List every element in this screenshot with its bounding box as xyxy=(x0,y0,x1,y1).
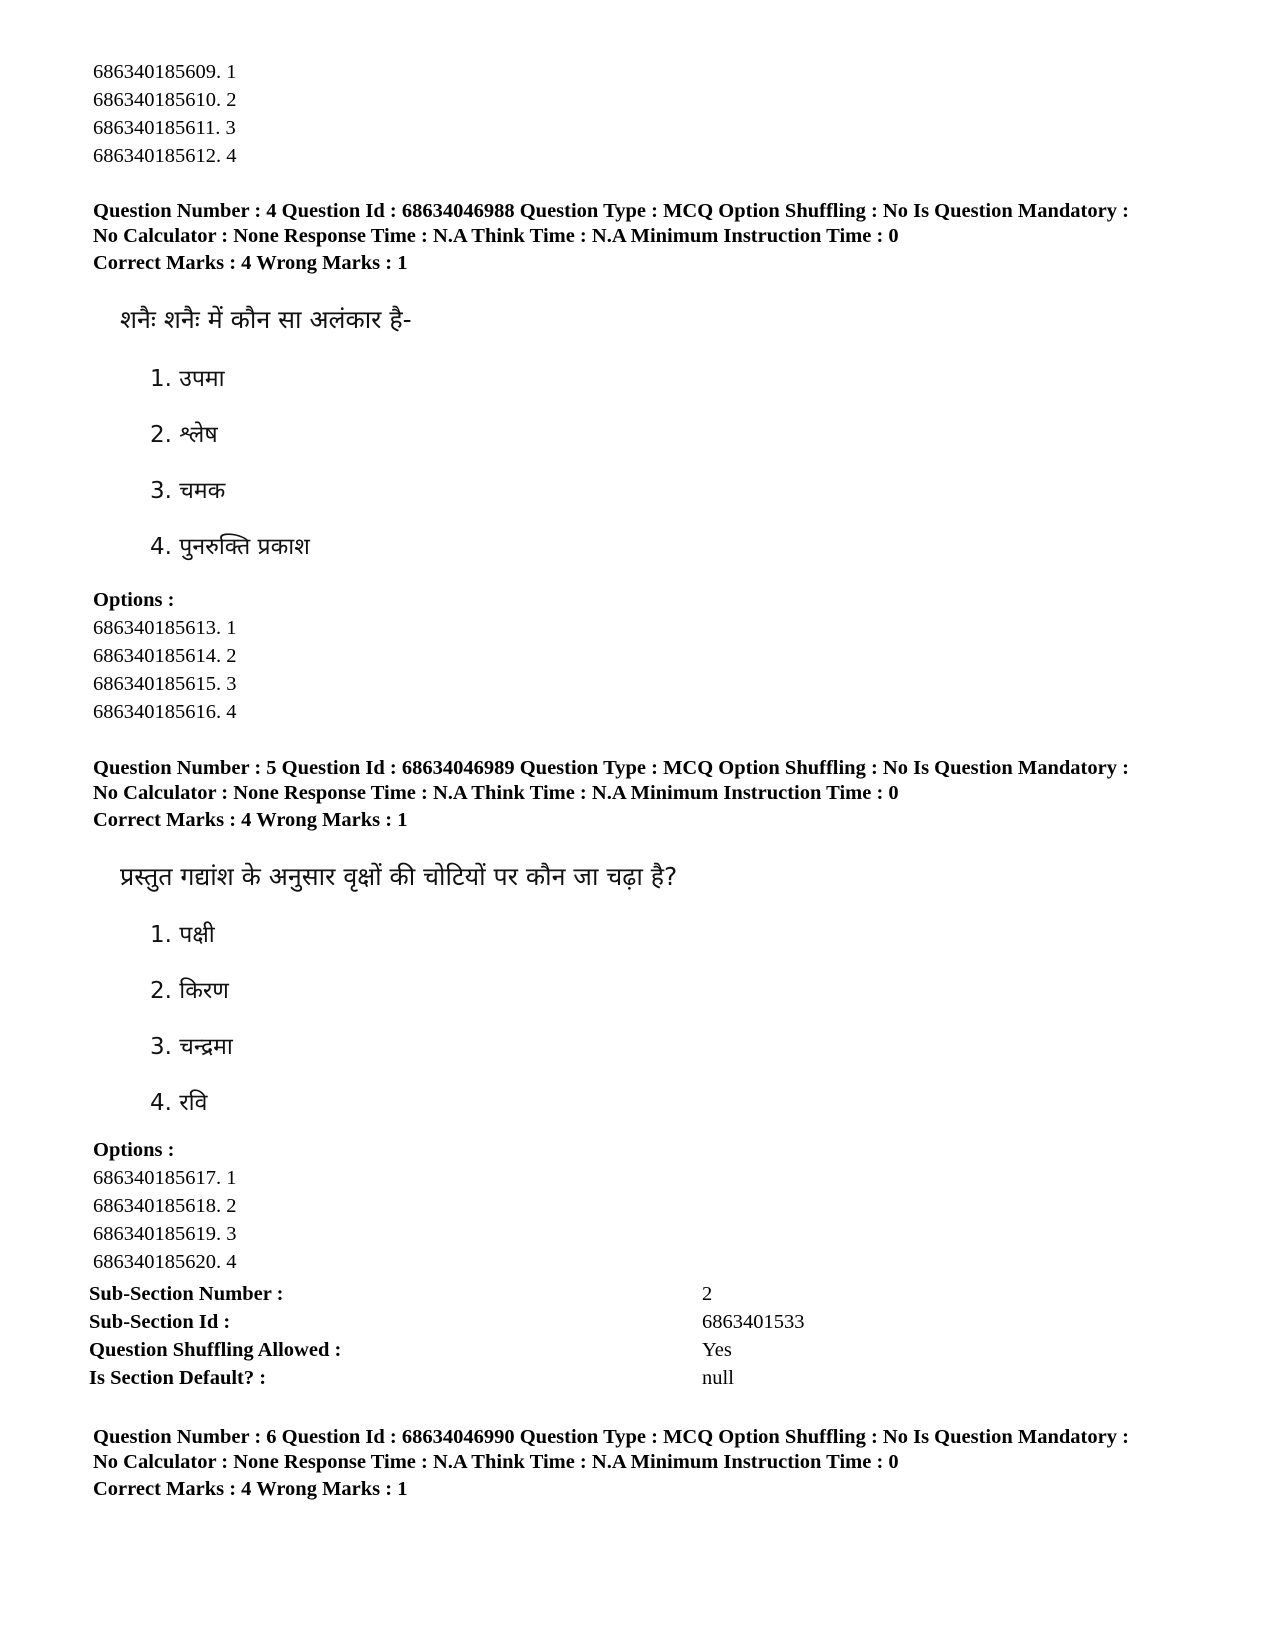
question-5-text: प्रस्तुत गद्यांश के अनुसार वृक्षों की चोटियों पर कौन जा चढ़ा है? xyxy=(120,862,678,891)
question-choice: 2. श्लेष xyxy=(150,422,218,448)
option-line: 686340185614. 2 xyxy=(93,645,237,667)
question-4-meta xyxy=(93,199,1203,276)
option-line: 686340185609. 1 xyxy=(93,61,237,83)
question-choice: 3. चमक xyxy=(150,478,226,504)
question-meta-line: Question Number : 6 Question Id : 68634046990 Question Type : MCQ Option Shuffling : No Is Question Mandatory : xyxy=(93,1426,1129,1448)
question-choice: 4. पुनरुक्ति प्रकाश xyxy=(150,534,310,560)
question-meta-line: No Calculator : None Response Time : N.A Think Time : N.A Minimum Instruction Time : 0 xyxy=(93,224,899,247)
option-line: 686340185617. 1 xyxy=(93,1167,237,1189)
question-5-meta xyxy=(93,756,1203,833)
question-meta-line: Question Number : 5 Question Id : 68634046989 Question Type : MCQ Option Shuffling : No Is Question Mandatory : xyxy=(93,757,1129,779)
section-default-value: null xyxy=(702,1367,734,1389)
question-choice: 2. किरण xyxy=(150,978,229,1004)
question-meta-line: No Calculator : None Response Time : N.A Think Time : N.A Minimum Instruction Time : 0 xyxy=(93,1450,899,1473)
subsection-id-label: Sub-Section Id : xyxy=(89,1311,231,1333)
option-line: 686340185610. 2 xyxy=(93,89,237,111)
option-line: 686340185615. 3 xyxy=(93,673,237,695)
question-marks: Correct Marks : 4 Wrong Marks : 1 xyxy=(93,1478,408,1500)
question-marks: Correct Marks : 4 Wrong Marks : 1 xyxy=(93,252,408,274)
subsection-number-label: Sub-Section Number : xyxy=(89,1283,284,1305)
subsection-id-value: 6863401533 xyxy=(702,1311,805,1333)
option-line: 686340185620. 4 xyxy=(93,1251,237,1273)
option-line: 686340185618. 2 xyxy=(93,1195,237,1217)
option-line: 686340185619. 3 xyxy=(93,1223,237,1245)
question-shuffling-value: Yes xyxy=(702,1339,732,1361)
question-choice: 1. पक्षी xyxy=(150,922,215,948)
question-choice: 3. चन्द्रमा xyxy=(150,1034,233,1060)
options-label: Options : xyxy=(93,589,175,611)
section-default-label: Is Section Default? : xyxy=(89,1367,267,1389)
question-marks: Correct Marks : 4 Wrong Marks : 1 xyxy=(93,809,408,831)
question-choice: 4. रवि xyxy=(150,1090,208,1116)
options-label: Options : xyxy=(93,1139,175,1161)
question-meta-line: No Calculator : None Response Time : N.A Think Time : N.A Minimum Instruction Time : 0 xyxy=(93,781,899,804)
question-meta-line: Question Number : 4 Question Id : 68634046988 Question Type : MCQ Option Shuffling : No Is Question Mandatory : xyxy=(93,200,1129,222)
question-shuffling-label: Question Shuffling Allowed : xyxy=(89,1339,342,1361)
question-6-meta xyxy=(93,1425,1203,1502)
option-line: 686340185616. 4 xyxy=(93,701,237,723)
option-line: 686340185611. 3 xyxy=(93,117,236,139)
option-line: 686340185613. 1 xyxy=(93,617,237,639)
question-choice: 1. उपमा xyxy=(150,366,225,392)
question-4-text: शनैः शनैः में कौन सा अलंकार है- xyxy=(120,305,412,334)
option-line: 686340185612. 4 xyxy=(93,145,237,167)
subsection-number-value: 2 xyxy=(702,1283,713,1305)
